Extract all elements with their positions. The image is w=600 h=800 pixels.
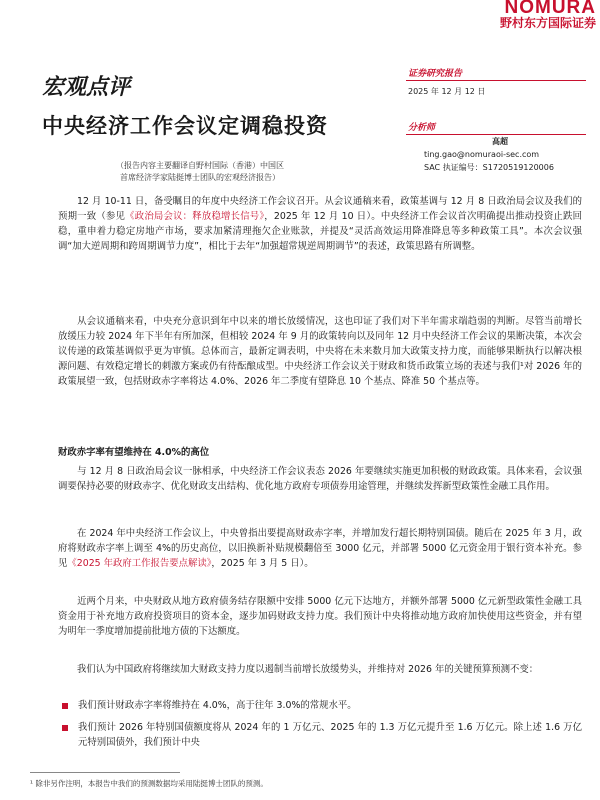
bullet-1: 我们预计财政赤字率将维持在 4.0%，高于往年 3.0%的常规水平。 [78,700,357,711]
paragraph-1-text-b: ，2025 年 12 月 10 日）。中央经济工作会议首次明确提出推动投资止跌回稳，重申着力稳定房地产市场，要求加紧清理拖欠企业账款，并提及“灵活高效运用降准降息等多种政策工具”。本次会议强调“加大逆周期和跨周期调节力度”，相比于去年“加强超常规逆周期调节”的表述，政策思路有所调整。 [58,211,582,252]
footnote-divider [30,772,180,773]
analyst-email[interactable]: ting.gao@nomuraoi-sec.com [424,150,540,159]
paragraph-1-text-a: 12 月 10-11 日，备受瞩目的年度中央经济工作会议召开。从会议通稿来看，政策基调与 12 月 8 日政治局会议及我们的预期一致（参见 [58,196,582,222]
analyst-sac-number: SAC 执证编号：S1720519120006 [424,163,554,172]
link-politburo-report[interactable]: 《政治局会议：释放稳增长信号》 [125,211,265,222]
paragraph-6-text: 我们认为中国政府将继续加大财政支持力度以遏制当前增长放缓势头，并维持对 2026 年的关键预算预测不变： [77,664,539,675]
paragraph-3 [58,464,582,494]
paragraph-5 [58,594,582,639]
report-date: 2025 年 12 月 12 日 [408,87,486,96]
paragraph-4 [58,526,582,571]
logo-subtitle: 野村东方国际证券 [499,16,596,30]
paragraph-6 [58,662,582,677]
paragraph-5-text: 近两个月来，中央财政从地方政府债务结存限额中安排 5000 亿元下达地方，并额外部署 5000 亿元新型政策性金融工具资金用于补充地方政府投资项目的资本金，逐步加码财政支持力度。我们预计中央将推动地方政府加快使用这些资金，并有望为明年一季度增加提前批地方债的下达额度。 [58,596,582,637]
bullet-marker-2 [62,725,68,731]
section-heading-fiscal: 财政赤字率有望维持在 4.0%的高位 [58,447,210,458]
analyst-label: 分析师 [408,123,436,133]
paragraph-1 [58,194,582,254]
sidebar-rule-top [406,80,586,81]
analyst-name: 高超 [492,137,508,146]
logo-text: NOMURA [504,0,596,18]
paragraph-2 [58,314,582,389]
paragraph-4-text-b: ，2025 年 3 月 5 日）。 [211,558,314,569]
sidebar-rule-analyst [406,134,586,135]
report-subtitle-line2: 首席经济学家陆挺博士团队的宏观经济报告） [120,173,280,182]
nomura-logo [400,0,596,30]
footnote: ¹ 除非另作注明，本报告中我们的预测数据均采用陆挺博士团队的预测。 [30,779,268,788]
link-government-work-report[interactable]: 《2025 年政府工作报告要点解读》 [67,558,212,569]
report-subtitle-line1: （报告内容主要翻译自野村国际（香港）中国区 [116,161,284,170]
report-title: 中央经济工作会议定调稳投资 [42,113,328,138]
paragraph-3-text: 与 12 月 8 日政治局会议一脉相承，中央经济工作会议表态 2026 年要继续实施更加积极的财政政策。具体来看，会议强调要保持必要的财政赤字、优化财政支出结构、优化地方政府专项债券用途管理，并继续发挥新型政策性金融工具作用。 [58,466,582,492]
paragraph-2-text: 从会议通稿来看，中央充分意识到年中以来的增长放缓情况，这也印证了我们对下半年需求端趋弱的判断。尽管当前增长放缓压力较 2024 年下半年有所加深，但相较 2024 年 9 月的政策转向以及同年 12 月中央经济工作会议的果断决策，本次会议传递的政策基调似乎更为审慎。总体而言，最新定调表明，中央将在未来数月加大政策支持力度，而能够果断执行以解决根源问题、有效稳定增长的刺激方案或仍有待酝酿成型。中央经济工作会议关于财政和货币政策立场的表述与我们¹对 2026 年的政策展望一致，包括财政赤字率将达 4.0%、2026 年二季度有望降息 10 个基点、降准 50 个基点等。 [58,316,582,387]
bullet-marker-1 [62,703,68,709]
report-type-label: 证券研究报告 [408,69,463,79]
paragraph-4-text-a: 在 2024 年中央经济工作会议上，中央曾指出要提高财政赤字率，并增加发行超长期特别国债。随后在 2025 年 3 月，政府将财政赤字率上调至 4%的历史高位，以旧换新补贴规模翻倍至 3000 亿元，并部署 5000 亿元资金用于银行资本补充。参见 [58,528,582,569]
bullet-2: 我们预计 2026 年特别国债额度将从 2024 年的 1 万亿元、2025 年的 1.3 万亿元提升至 1.6 万亿元。除上述 1.6 万亿元特别国债外，我们预计中央 [78,722,582,748]
report-category: 宏观点评 [42,74,131,100]
